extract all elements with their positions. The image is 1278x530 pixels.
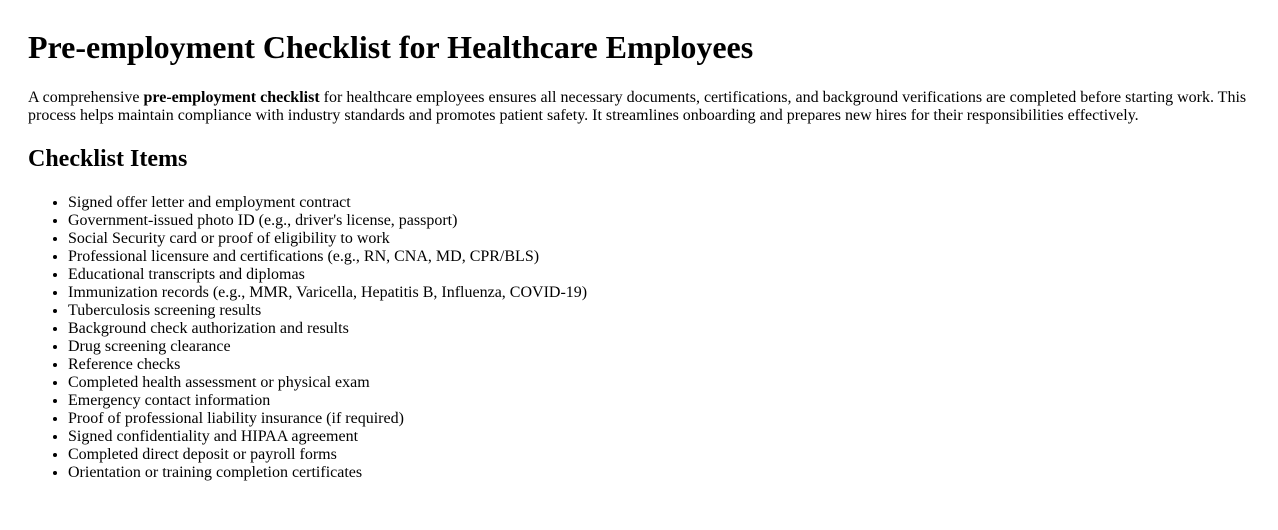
- list-item: • Government-issued photo ID (e.g., driver's license, passport): [68, 212, 1250, 230]
- list-item: • Reference checks: [68, 356, 1250, 374]
- list-item: • Professional licensure and certifications (e.g., RN, CNA, MD, CPR/BLS): [68, 248, 1250, 266]
- list-item: • Signed offer letter and employment contract: [68, 194, 1250, 212]
- list-item: • Signed confidentiality and HIPAA agreement: [68, 428, 1250, 446]
- list-item: • Social Security card or proof of eligibility to work: [68, 230, 1250, 248]
- list-item: • Tuberculosis screening results: [68, 302, 1250, 320]
- intro-paragraph: [28, 89, 1250, 125]
- list-item: • Completed health assessment or physical exam: [68, 374, 1250, 392]
- document-page: [0, 29, 1278, 482]
- section-heading: Checklist Items: [28, 146, 188, 172]
- list-item: • Orientation or training completion certificates: [68, 464, 1250, 482]
- list-item: • Immunization records (e.g., MMR, Varicella, Hepatitis B, Influenza, COVID-19): [68, 284, 1250, 302]
- list-item: • Drug screening clearance: [68, 338, 1250, 356]
- intro-bold-term: pre-employment checklist: [143, 89, 320, 106]
- list-item: • Emergency contact information: [68, 392, 1250, 410]
- list-item: • Completed direct deposit or payroll forms: [68, 446, 1250, 464]
- list-item: • Background check authorization and results: [68, 320, 1250, 338]
- page-title: Pre-employment Checklist for Healthcare Employees: [28, 29, 754, 65]
- intro-text-end: for healthcare employees ensures all necessary documents, certifications, and background verifications are completed before starting work. This process helps maintain compliance with industry standards and promotes patient safety. It streamlines onboarding and prepares new hires for their responsibilities effectively.: [28, 89, 1247, 124]
- intro-text-start: A comprehensive: [28, 89, 144, 106]
- list-item: • Proof of professional liability insurance (if required): [68, 410, 1250, 428]
- list-item: • Educational transcripts and diplomas: [68, 266, 1250, 284]
- checklist: [28, 194, 1250, 482]
